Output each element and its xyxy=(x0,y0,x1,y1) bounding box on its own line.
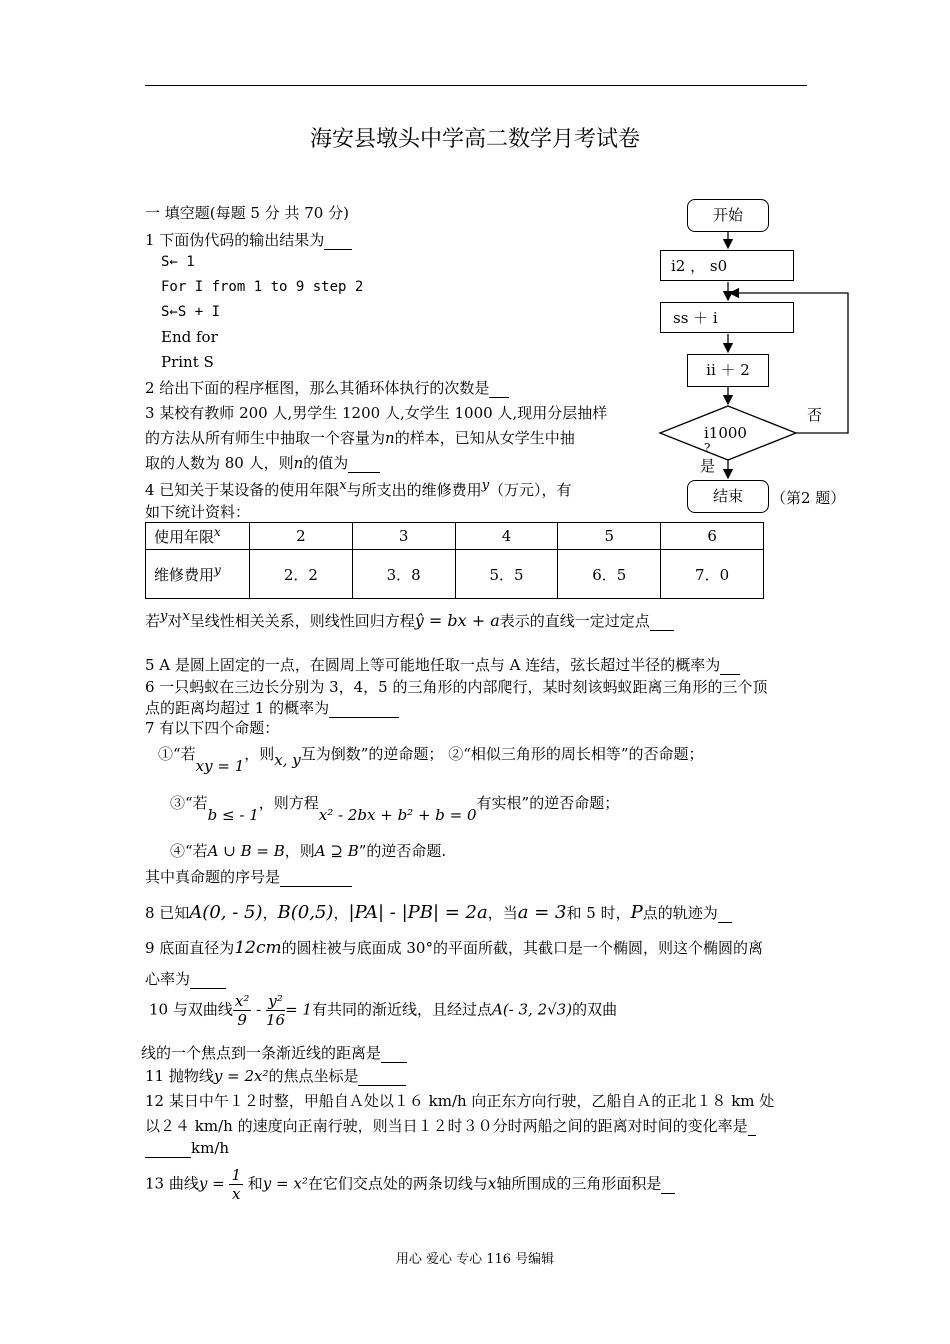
row-header xyxy=(146,523,250,550)
proposition-4 xyxy=(170,840,446,861)
var-x: x xyxy=(214,525,221,539)
table-cell: 5 xyxy=(558,523,661,550)
question-9-line-1 xyxy=(145,937,763,958)
math-expr: a = 3 xyxy=(517,902,567,923)
answer-blank xyxy=(190,970,226,989)
table-cell: 7．0 xyxy=(661,550,764,599)
text: 轴所围成的三角形面积是 xyxy=(496,1174,662,1193)
question-13 xyxy=(145,1166,675,1203)
table-cell: 6．5 xyxy=(558,550,661,599)
question-1 xyxy=(145,229,352,250)
answer-blank xyxy=(650,612,674,631)
text: 8 已知 xyxy=(145,904,190,922)
text: ”的逆否命题. xyxy=(358,842,447,860)
question-8: 8 已知A(0, - 5)，B(0,5)，|PA| - |PB| = 2a，当a = 3和 5 时，P点的轨迹为 xyxy=(145,902,732,923)
text: 有共同的渐近线，且经过点 xyxy=(311,1000,492,1019)
text: 呈线性相关关系，则线性回归方程 xyxy=(189,612,415,630)
question-12-line-2 xyxy=(145,1115,756,1136)
math-expr: x² - 2bx + b² + b = 0 xyxy=(318,806,477,824)
flowchart-no-label: 否 xyxy=(807,406,823,424)
table-row xyxy=(146,523,764,550)
question-3-line-3 xyxy=(145,452,380,473)
text: 11 抛物线 xyxy=(145,1067,214,1085)
question-6-line-1: 6 一只蚂蚁在三边长分别为 3，4，5 的三角形的内部爬行，某时刻该蚂蚁距离三角形的三个顶 xyxy=(145,678,768,696)
unit-text: km/h xyxy=(191,1139,230,1157)
regression-equation: ŷ = bx + a xyxy=(414,611,500,630)
answer-blank xyxy=(145,1139,191,1158)
question-4-line-2: 如下统计资料： xyxy=(145,503,251,521)
question-5 xyxy=(145,654,740,675)
text: ，则 xyxy=(244,745,275,763)
minus-sign: - xyxy=(256,1000,262,1019)
math-expr: y = 2x² xyxy=(213,1067,269,1085)
question-1-text: 1 下面伪代码的输出结果为 xyxy=(145,231,325,249)
var-y: y xyxy=(214,563,221,577)
text: 10 与双曲线 xyxy=(149,1000,233,1019)
question-11 xyxy=(145,1065,406,1086)
row-label: 维修费用 xyxy=(154,566,215,584)
math-expr: 12cm xyxy=(234,938,282,958)
math-expr: xy = 1 xyxy=(195,757,245,775)
fraction xyxy=(229,1166,243,1203)
table-row xyxy=(146,550,764,599)
table-cell: 6 xyxy=(661,523,764,550)
code-line-2: For I from 1 to 9 step 2 xyxy=(161,279,364,295)
text: ③“若 xyxy=(170,794,208,812)
answer-blank xyxy=(280,868,352,887)
math-expr: x, y xyxy=(274,751,301,769)
text: ，当 xyxy=(487,904,518,922)
question-12-line-3 xyxy=(145,1139,229,1158)
text: 的圆柱被与底面成 30°的平面所截，其截口是一个椭圆，则这个椭圆的离 xyxy=(281,939,763,957)
flowchart-caption: （第2 题） xyxy=(771,489,846,507)
code-line-1: S← 1 xyxy=(161,254,195,270)
text: 其中真命题的序号是 xyxy=(145,868,281,886)
answer-blank xyxy=(489,379,509,398)
text: 9 底面直径为 xyxy=(145,939,235,957)
text: 和 xyxy=(247,1174,263,1193)
answer-blank xyxy=(748,1117,756,1136)
question-3-line-2 xyxy=(145,427,575,448)
answer-blank xyxy=(358,1067,406,1086)
flowchart-step-sum: ss ＋ i xyxy=(660,302,794,333)
proposition-3 xyxy=(170,792,620,824)
proposition-1 xyxy=(158,743,704,775)
math-expr: A(- 3, 2√3) xyxy=(491,1000,573,1019)
text: 互为倒数”的逆命题； ②“相似三角形的周长相等”的否命题； xyxy=(300,745,704,763)
flowchart-start: 开始 xyxy=(687,199,769,232)
question-10-line-1 xyxy=(149,992,617,1029)
text: 的焦点坐标是 xyxy=(268,1067,359,1085)
text: ①“若 xyxy=(158,745,196,763)
text: ，则方程 xyxy=(258,794,319,812)
text: 点的距离均超过 1 的概率为 xyxy=(145,699,330,717)
text: （万元），有 xyxy=(489,481,572,499)
page-title: 海安县墩头中学高二数学月考试卷 xyxy=(309,127,640,152)
math-expr: y = x² xyxy=(262,1174,308,1193)
numerator: x² xyxy=(234,992,250,1010)
text: 和 5 时， xyxy=(566,904,631,922)
answer-blank xyxy=(718,904,732,923)
flowchart-init: i2 ， s0 xyxy=(660,250,794,281)
numerator: 1 xyxy=(231,1166,241,1184)
table-cell: 2．2 xyxy=(250,550,353,599)
math-expr: = 1 xyxy=(285,1000,312,1019)
text: 4 已知关于某设备的使用年限 xyxy=(145,481,340,499)
text: 点的轨迹为 xyxy=(642,904,718,922)
flowchart-step-increment: ii ＋ 2 xyxy=(687,354,769,387)
statistics-table xyxy=(145,522,764,599)
code-line-5: Print S xyxy=(161,353,214,371)
math-expr: A(0, - 5) xyxy=(189,902,263,923)
math-expr: P xyxy=(630,902,643,923)
question-4-line-1 xyxy=(145,478,572,500)
fraction xyxy=(266,992,285,1029)
var-n: n xyxy=(293,454,304,472)
code-line-4: End for xyxy=(161,328,218,346)
table-cell: 3 xyxy=(352,523,455,550)
answer-blank xyxy=(329,699,399,718)
text: 取的人数为 80 人，则 xyxy=(145,454,294,472)
text: 若 xyxy=(145,612,161,630)
text: 表示的直线一定过定点 xyxy=(499,612,650,630)
math-expr: A ∪ B = B xyxy=(207,842,285,860)
question-12-line-1: 12 某日中午１２时整，甲船自Ａ处以１６ km/h 向正东方向行驶，乙船自Ａ的正北１８ km 处 xyxy=(145,1092,775,1110)
question-3-line-1: 3 某校有教师 200 人,男学生 1200 人,女学生 1000 人,现用分层抽样 xyxy=(145,404,608,422)
flowchart-question-mark: ? xyxy=(704,441,711,455)
text: ④“若 xyxy=(170,842,208,860)
row-header xyxy=(146,550,250,599)
text: 13 曲线 xyxy=(145,1174,199,1193)
text: 的双曲 xyxy=(572,1000,618,1019)
var-n: n xyxy=(385,429,395,447)
denominator: x xyxy=(231,1185,241,1203)
math-expr: |PA| - |PB| = 2a xyxy=(348,902,488,923)
table-cell: 3．8 xyxy=(352,550,455,599)
question-10-line-2 xyxy=(141,1042,407,1063)
text: 有实根”的逆否命题； xyxy=(476,794,620,812)
math-expr: y = xyxy=(198,1174,225,1193)
question-2-text: 2 给出下面的程序框图，那么其循环体执行的次数是 xyxy=(145,379,490,397)
text: 的样本，已知从女学生中抽 xyxy=(394,429,575,447)
math-expr: b ≤ - 1 xyxy=(207,806,259,824)
text: 的方法从所有师生中抽取一个容量为 xyxy=(145,429,386,447)
question-4-line-3 xyxy=(145,609,674,631)
answer-blank xyxy=(661,1175,675,1194)
header-rule xyxy=(145,85,807,86)
text: 与所支出的维修费用 xyxy=(346,481,482,499)
flowchart-condition: i1000 xyxy=(704,424,747,442)
question-2 xyxy=(145,377,509,398)
answer-blank xyxy=(381,1044,407,1063)
answer-blank xyxy=(324,231,352,250)
text: 心率为 xyxy=(145,970,191,988)
answer-blank xyxy=(720,656,740,675)
var-x: x xyxy=(339,478,347,493)
table-cell: 5．5 xyxy=(455,550,558,599)
answer-blank xyxy=(348,454,380,473)
denominator: 9 xyxy=(237,1011,247,1029)
text: 在它们交点处的两条切线与 xyxy=(307,1174,488,1193)
var-x: x xyxy=(487,1174,497,1193)
text: 线的一个焦点到一条渐近线的距离是 xyxy=(141,1044,382,1062)
fraction xyxy=(233,992,251,1029)
text: ，则 xyxy=(284,842,315,860)
row-label: 使用年限 xyxy=(154,528,215,546)
section-heading: 一 填空题(每题 5 分 共 70 分) xyxy=(145,204,349,222)
table-cell: 2 xyxy=(250,523,353,550)
var-y: y xyxy=(160,609,168,624)
page-footer: 用心 爱心 专心 116 号编辑 xyxy=(395,1252,555,1267)
flowchart-end: 结束 xyxy=(687,480,769,513)
question-7-intro: 7 有以下四个命题： xyxy=(145,719,280,737)
text: 对 xyxy=(167,612,183,630)
question-6-line-2 xyxy=(145,697,399,718)
table-cell: 4 xyxy=(455,523,558,550)
code-line-3: S←S + I xyxy=(161,304,221,320)
math-expr: A ⊇ B xyxy=(314,842,359,860)
denominator: 16 xyxy=(265,1011,286,1029)
text: 的值为 xyxy=(303,454,349,472)
math-expr: B(0,5) xyxy=(277,902,334,923)
var-y: y xyxy=(481,478,490,493)
text: 以２４ km/h 的速度向正南行驶，则当日１２时３０分时两船之间的距离对时间的变化率是 xyxy=(145,1117,748,1135)
numerator: y² xyxy=(266,992,285,1011)
var-x: x xyxy=(182,609,190,624)
question-7-ask xyxy=(145,866,352,887)
question-9-line-2 xyxy=(145,968,226,989)
question-5-text: 5 A 是圆上固定的一点，在圆周上等可能地任取一点与 A 连结，弦长超过半径的概率为 xyxy=(145,656,721,674)
flowchart-yes-label: 是 xyxy=(700,457,716,475)
